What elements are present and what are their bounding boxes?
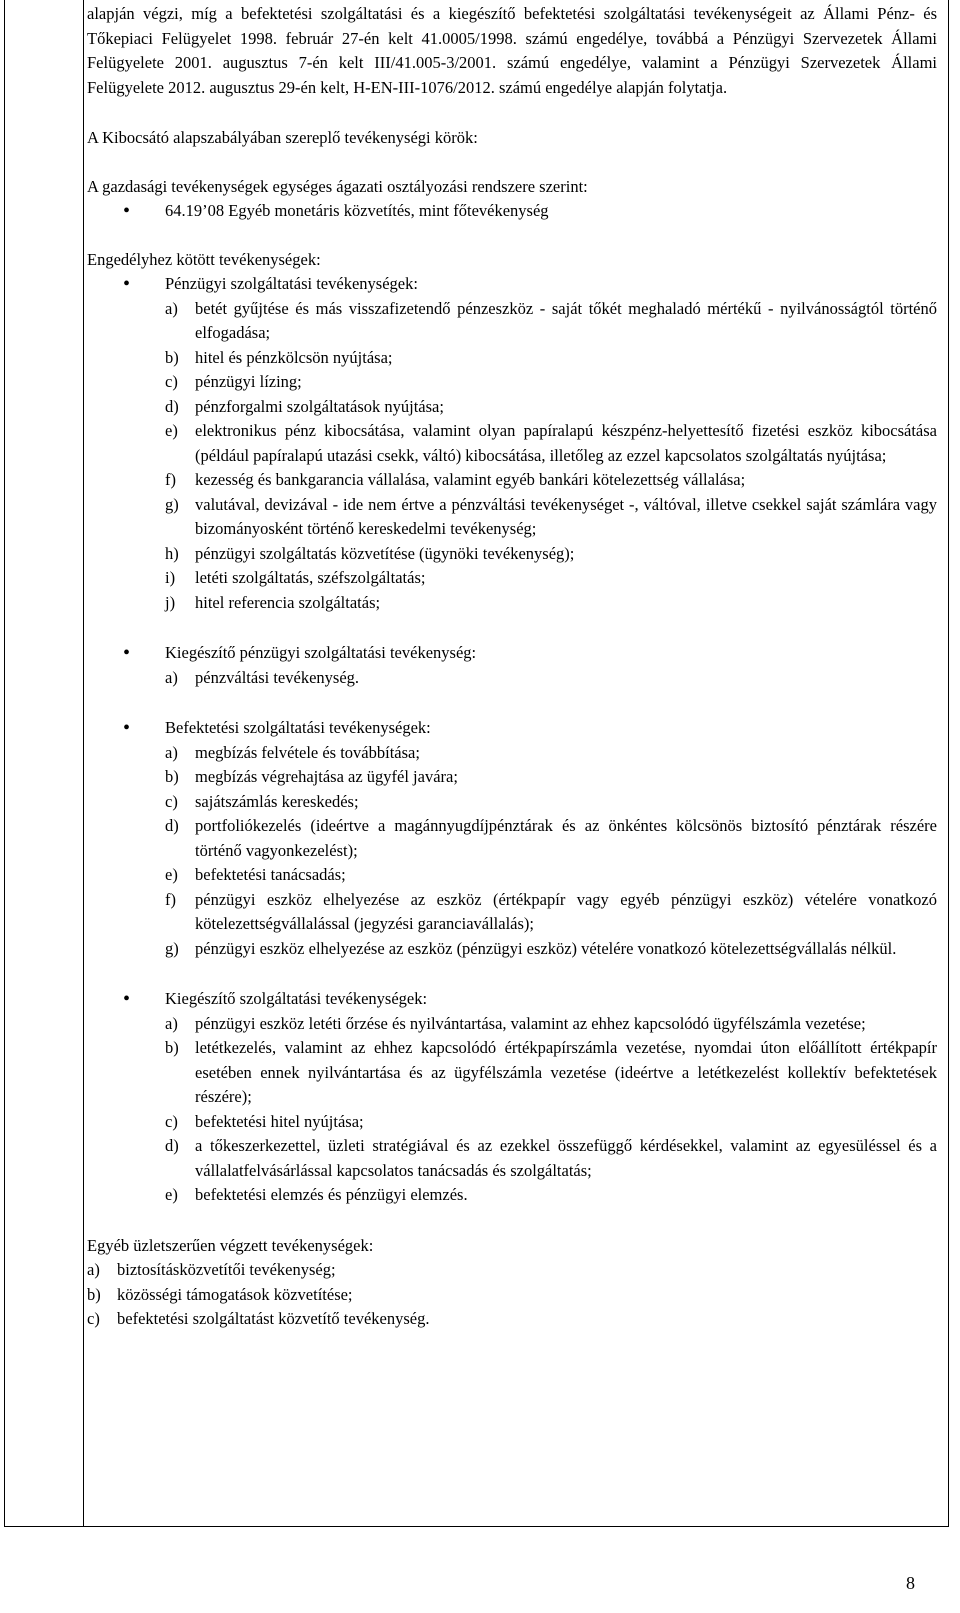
teaor-heading: A gazdasági tevékenységek egységes ágazati osztályozási rendszere szerint:: [87, 176, 588, 196]
teaor-item: • 64.19’08 Egyéb monetáris közvetítés, mint főtevékenység: [87, 199, 937, 224]
list-item: d) a tőkeszerkezettel, üzleti stratégiával és az ezekkel összefüggő kérdésekkel, valamint az egyesüléssel és a vállalatfelvásárlással kapcsolatos tanácsadás és szolgáltatás;: [165, 1136, 937, 1180]
section-title: • Kiegészítő pénzügyi szolgáltatási tevékenység:: [87, 641, 937, 666]
list-item: b) hitel és pénzkölcsön nyújtása;: [165, 347, 393, 367]
section-title: Egyéb üzletszerűen végzett tevékenységek:: [87, 1235, 374, 1255]
document-body: [87, 2, 937, 1332]
list-item: a) pénzváltási tevékenység.: [165, 667, 360, 687]
list-item: b) letétkezelés, valamint az ehhez kapcsolódó értékpapírszámla vezetése, nyomdai úton előállított értékpapír esetében ennek nyilvántartása és az ügyfélszámla vezetése (ideértve a letétkezelést kollektív befektetések részére);: [165, 1038, 937, 1106]
list-item: a) biztosításközvetítői tevékenység;: [87, 1260, 336, 1279]
list-item: e) befektetési elemzés és pénzügyi elemzés.: [165, 1185, 468, 1204]
list-item: d) portfoliókezelés (ideértve a magánnyugdíjpénztárak és az önkéntes kölcsönös biztosító pénztárak részére történő vagyonkezelést);: [165, 816, 937, 860]
list-item: a) megbízás felvétele és továbbítása;: [165, 742, 420, 762]
column-divider: [83, 0, 84, 1526]
section-financial: [87, 272, 937, 615]
list-item: c) befektetési szolgáltatást közvetítő tevékenység.: [87, 1309, 430, 1328]
list-item: g) valutával, devizával - ide nem értve a pénzváltási tevékenységet -, váltóval, illetve csekkel saját számlára vagy bizományosként történő kereskedelmi tevékenység;: [165, 494, 937, 538]
intro-paragraph: alapján végzi, míg a befektetési szolgáltatási és a kiegészítő befektetési szolgáltatási tevékenységeit az Állami Pénz- és Tőkepiaci Felügyelet 1998. február 27-én kelt 41.0005/1998. számú engedélye, továbbá a Pénzügyi Szervezetek Állami Felügyelete 2001. augusztus 7-én kelt III/41.005-3/2001. számú engedélye, valamint a Pénzügyi Szervezetek Állami Felügyelete 2012. augusztus 29-én kelt, H-EN-III-1076/2012. számú engedélye alapján folytatja.: [87, 4, 937, 97]
list-item: c) sajátszámlás kereskedés;: [165, 791, 359, 811]
section-title: • Befektetési szolgáltatási tevékenységek:: [87, 716, 937, 741]
section-investment: [87, 716, 937, 961]
list-item: i) letéti szolgáltatás, széfszolgáltatás;: [165, 568, 426, 587]
list-item: j) hitel referencia szolgáltatás;: [165, 592, 381, 612]
list-item: a) betét gyűjtése és más visszafizetendő pénzeszköz - saját tőkét meghaladó mértékű - nyilvánosságtól történő elfogadása;: [165, 298, 937, 342]
list-item: b) megbízás végrehajtása az ügyfél javára;: [165, 767, 458, 786]
licensed-heading: Engedélyhez kötött tevékenységek:: [87, 249, 321, 269]
page-number: 8: [906, 1573, 915, 1593]
section-title: • Pénzügyi szolgáltatási tevékenységek:: [87, 272, 937, 297]
list-item: c) pénzügyi lízing;: [165, 372, 302, 391]
list-item: b) közösségi támogatások közvetítése;: [87, 1284, 353, 1304]
section-title: • Kiegészítő szolgáltatási tevékenységek:: [87, 987, 937, 1012]
list-item: d) pénzforgalmi szolgáltatások nyújtása;: [165, 396, 444, 416]
list-item: g) pénzügyi eszköz elhelyezése az eszköz (pénzügyi eszköz) vételére vonatkozó kötelezettségvállalás nélkül.: [165, 938, 897, 958]
list-item: f) kezesség és bankgarancia vállalása, valamint egyéb bankári kötelezettség vállalása;: [165, 470, 746, 489]
section-supplementary-services: [87, 987, 937, 1208]
section-other: [87, 1234, 937, 1332]
list-item: f) pénzügyi eszköz elhelyezése az eszköz (értékpapír vagy egyéb pénzügyi eszköz) vételére vonatkozó kötelezettségvállalással (jegyzési garanciavállalás);: [165, 889, 937, 933]
scope-heading: A Kibocsátó alapszabályában szereplő tevékenységi körök:: [87, 128, 478, 147]
list-item: e) elektronikus pénz kibocsátása, valamint olyan papíralapú készpénz-helyettesítő fizetési eszköz kibocsátása (például papíralapú utazási csekk, váltó) kibocsátása, illetőleg az ezzel kapcsolatos szolgáltatás nyújtása;: [165, 421, 937, 465]
list-item: e) befektetési tanácsadás;: [165, 865, 346, 884]
section-supplementary-financial: [87, 641, 937, 690]
list-item: c) befektetési hitel nyújtása;: [165, 1111, 364, 1131]
list-item: h) pénzügyi szolgáltatás közvetítése (ügynöki tevékenység);: [165, 543, 575, 563]
list-item: a) pénzügyi eszköz letéti őrzése és nyilvántartása, valamint az ehhez kapcsolódó ügyfélszámla vezetése;: [165, 1013, 866, 1033]
